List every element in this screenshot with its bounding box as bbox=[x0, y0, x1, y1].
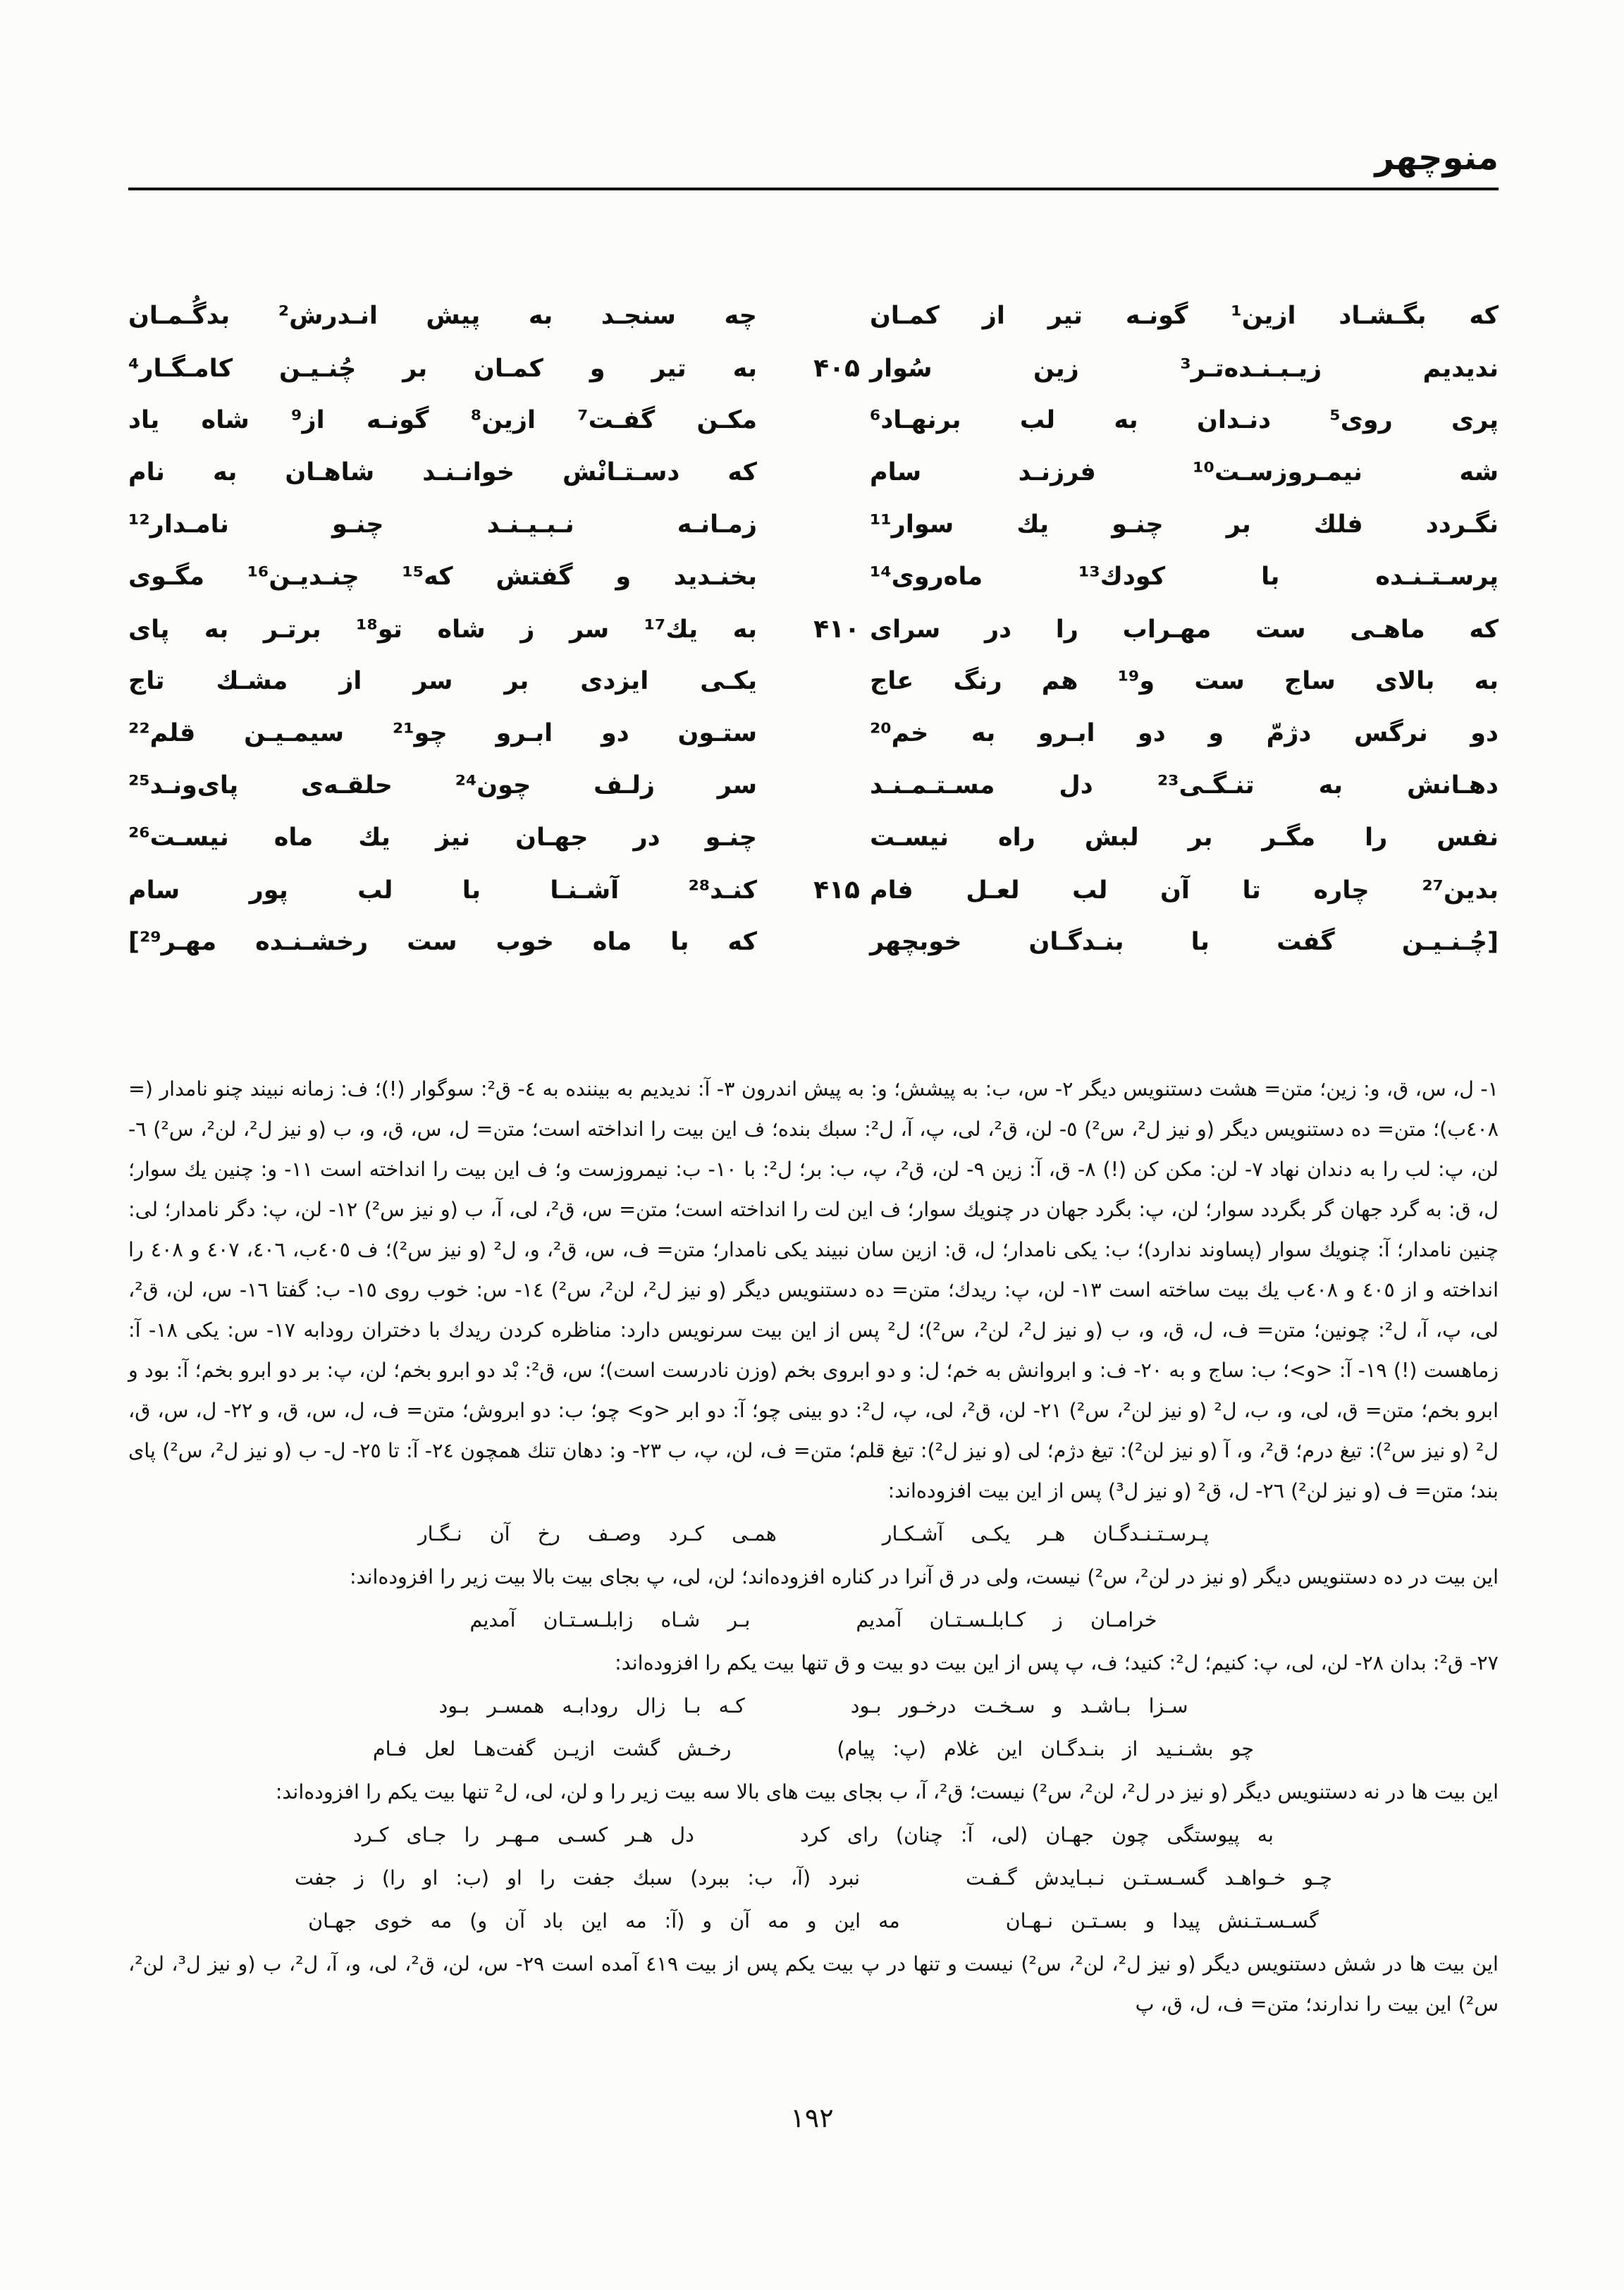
hemistich-left: که دسـتـانْش خوانـنـد شاهـان به نام bbox=[128, 458, 757, 486]
hemistich-left: به تیر و کمـان بر چُنـیـن کامـگـار⁴ bbox=[128, 355, 757, 383]
verse-number: ۴۰۵ bbox=[813, 354, 860, 383]
variant-hemistich-left: همـی کـرد وصـف رخ آن نـگـار bbox=[417, 1522, 777, 1545]
verse-row bbox=[128, 615, 1499, 667]
page-content bbox=[128, 0, 1499, 2024]
poem-block bbox=[128, 302, 1499, 980]
hemistich-left: ستـون دو ابـرو چو²¹ سیمـیـن قلم²² bbox=[128, 719, 757, 747]
verse-row bbox=[128, 823, 1499, 876]
hemistich-left: کنـد²⁸ آشـنـا با لب پور سام bbox=[128, 876, 757, 905]
variant-couplet-2 bbox=[128, 1600, 1499, 1640]
critical-apparatus bbox=[128, 1069, 1499, 2024]
variant-hemistich-right: خرامـان ز کـابلـسـتـان آمدیم bbox=[856, 1608, 1157, 1631]
variant-hemistich-right: سـزا بـاشـد و سـخـت درخـور بـود bbox=[850, 1694, 1188, 1718]
hemistich-right: پرسـتـنـده با کودك¹³ ماه‌روی¹⁴ bbox=[870, 563, 1499, 591]
variant-hemistich-left: رخـش گشت ازیـن گفت‌هـا لعل فـام bbox=[372, 1737, 732, 1761]
hemistich-right: شه نیمـروزسـت¹⁰ فرزنـد سام bbox=[870, 458, 1499, 486]
variant-hemistich-right: گسـسـتـنش پیدا و بسـتـن نـهـان bbox=[1005, 1909, 1319, 1933]
verse-row bbox=[128, 876, 1499, 928]
hemistich-left: یکـی ایزدی بر سر از مشـك تاج bbox=[128, 667, 757, 695]
footnote-paragraph-2: این بیت در ده دستنویس دیگر (و نیز در لن²، س²) نیست، ولی در ق آنرا در کناره افزوده‌اند؛ لن، لی، پ بجای بیت بالا بیت زیر را افزوده‌اند: bbox=[350, 1565, 1499, 1588]
hemistich-right: که ماهـی ست مهـراب را در سرای bbox=[870, 616, 1499, 644]
verse-row bbox=[128, 510, 1499, 563]
hemistich-left: که با ماه خوب ست رخشـنـده مهـر²⁹‏] bbox=[128, 928, 757, 956]
variant-hemistich-left: نبرد (آ، ب: ببرد) سبك جفت را او (ب: او را) ز جفت bbox=[295, 1866, 861, 1890]
variant-hemistich-left: مه این و مه آن و (آ: مه این باد آن و) مه خوی جهـان bbox=[308, 1909, 900, 1933]
variant-couplet-6 bbox=[128, 1858, 1499, 1898]
hemistich-left: چنـو در جهـان نیز یك ماه نیسـت²⁶ bbox=[128, 823, 757, 852]
verse-number: ۴۱۵ bbox=[813, 876, 860, 905]
variant-couplet-5 bbox=[128, 1815, 1499, 1855]
hemistich-left: به یك¹⁷ سر ز شاه تو¹⁸ برتـر به پای bbox=[128, 616, 758, 644]
hemistich-left: مکـن گفـت⁷ ازین⁸ گونـه از⁹ شاه یاد bbox=[128, 406, 757, 434]
hemistich-left: سر زلـف چون²⁴ حلقـه‌ی پای‌ونـد²⁵ bbox=[128, 771, 757, 800]
verse-row bbox=[128, 406, 1499, 458]
verse-number: ۴۱۰ bbox=[813, 615, 860, 644]
variant-hemistich-right: چـو خـواهـد گسـسـتـن نـبـایدش گـفـت bbox=[966, 1866, 1332, 1890]
verse-row bbox=[128, 354, 1499, 406]
variant-hemistich-right: پـرسـتـنـدگـان هـر یکـی آشـکـار bbox=[882, 1522, 1210, 1545]
hemistich-right: به بالای ساج ست و¹⁹ هم رنگ عاج bbox=[870, 667, 1499, 695]
hemistich-right: پری روی⁵ دنـدان به لب برنهـاد⁶ bbox=[870, 406, 1499, 434]
page-number: ۱۹۲ bbox=[790, 2102, 834, 2133]
variant-couplet-1 bbox=[128, 1514, 1499, 1554]
footnote-paragraph-5: این بیت ها در شش دستنویس دیگر (و نیز ل²، لن²، س²) نیست و تنها در پ بیت یکم پس از بیت ٤١٩ آمده است ٢٩- س، لن، ق²، لی، و، آ، ل²، ب (و نیز ل³، لن²، س²) این بیت را ندارند؛ متن= ف، ل، ق، پ bbox=[128, 1952, 1499, 2016]
hemistich-left: بخنـدید و گفتش که¹⁵ چنـدیـن¹⁶ مگـوی bbox=[128, 563, 757, 591]
variant-hemistich-left: بـر شـاه زابلـسـتـان آمدیم bbox=[469, 1608, 751, 1631]
footnote-paragraph-4: این بیت ها در نه دستنویس دیگر (و نیز در ل²، لن²، س²) نیست؛ ق²، آ، ب بجای بیت های بالا سه بیت زیر را و لن، لی، ل² تنها بیت یکم را افزوده‌اند: bbox=[275, 1780, 1499, 1804]
variant-hemistich-left: دل هـر کسـی مـهـر را جـای کـرد bbox=[353, 1823, 694, 1847]
hemistich-right: نفس را مگـر بر لبش راه نیسـت bbox=[870, 823, 1499, 852]
verse-row bbox=[128, 928, 1499, 980]
hemistich-right: بدین²⁷ چاره تا آن لب لعـل فام bbox=[870, 876, 1499, 905]
verse-row bbox=[128, 458, 1499, 510]
verse-row bbox=[128, 302, 1499, 354]
footnote-paragraph-3: ٢٧- ق²: بدان ٢٨- لن، لی، پ: کنیم؛ ل²: کنید؛ ف، پ پس از این بیت دو بیت و ق تنها بیت یکم را افزوده‌اند: bbox=[615, 1651, 1499, 1674]
variant-hemistich-left: کـه بـا زال رودابـه همسـر بـود bbox=[438, 1694, 745, 1718]
variant-couplet-3 bbox=[128, 1686, 1499, 1726]
verse-row bbox=[128, 563, 1499, 615]
hemistich-right: دو نرگس دژمّ و دو ابـرو به خم²⁰ bbox=[870, 719, 1499, 747]
hemistich-right: دهـانش به تنـگـی²³ دل مسـتـمـنـد bbox=[870, 771, 1499, 800]
running-head bbox=[128, 0, 1499, 190]
footnote-paragraph-1: ١- ل، س، ق، و: زین؛ متن= هشت دستنویس دیگر ٢- س، ب: به پیشش؛ و: به پیش اندرون ٣- آ: ندیدیم به بیننده به ٤- ق²: سوگوار (!)؛ ف: زمانه نبیند چنو نامدار (= ٤٠٨ب)؛ متن= ده دستنویس دیگر (و نیز ل²، س²) ٥- لن، ق²، لی، پ، آ، ل²: سبك بنده؛ ف این بیت را انداخته است؛ متن= ل، س، ق، و، ب (و نیز ل²، لن²، س²) ٦- لن، پ: لب را به دندان نهاد ٧- لن: مکن کن (!) ٨- ق، آ: زین ٩- لن، ق²، پ، ب: بر؛ ل²: با ١٠- ب: نیمروزست و؛ ف این بیت را انداخته است ١١- و: چنین یك سوار؛ ل، ق: به گرد جهان گر بگردد سوار؛ لن، پ: بگرد جهان در چنویك سوار؛ ف این لت را انداخته است؛ متن= س، ق²، لی، آ، ب (و نیز س²) ١٢- لن، پ: دگر نامدار؛ لی: چنین نامدار؛ آ: چنویك سوار (پساوند ندارد)؛ ب: یکی نامدار؛ ل، ق: ازین سان نبیند یکی نامدار؛ متن= ف، س، ق²، و، ل² (و نیز س²)؛ ف ٤٠٥ب، ٤٠٦، ٤٠٧ و ٤٠٨ را انداخته و از ٤٠٥ و ٤٠٨ب یك بیت ساخته است ١٣- لن، پ: ریدك؛ متن= ده دستنویس دیگر (و نیز ل²، لن²، س²) ١٤- س: خوب روی ١٥- ب: گفتا ١٦- س، لن، ق²، لی، پ، آ، ل²: چونین؛ متن= ف، ل، ق، و، ب (و نیز ل²، لن²، س²)؛ ل² پس از این بیت سرنویس دارد: مناظره کردن ریدك با دختران رودابه ١٧- س: یکی ١٨- آ: زماهست (!) ١٩- آ: <و>؛ ب: ساج و به ٢٠- ف: و ابروانش به خم؛ ل: و دو ابروی بخم (وزن نادرست است)؛ س، ق²: بْد دو ابرو بخم؛ لن، پ: بر دو ابرو بخم؛ آ: بود و ابرو بخم؛ متن= ق، لی، و، ب، ل² (و نیز لن²، س²) ٢١- لن، ق²، لی، پ، ل²: دو بینی چو؛ آ: دو ابر <و> چو؛ ب: دو ابروش؛ متن= ف، ل، س، ق، و ٢٢- ل، س، ق، ل² (و نیز س²): تیغ درم؛ ق²، و، آ (و نیز لن²): تیغ دژم؛ لی (و نیز ل²): تیغ قلم؛ متن= ف، لن، پ، ب ٢٣- و: دهان تنك همچون ٢٤- آ: تا ٢٥- ل- ب (و نیز ل²، س²) پای بند؛ متن= ف (و نیز لن²) ٢٦- ل، ق² (و نیز ل³) پس از این بیت افزوده‌اند: bbox=[128, 1077, 1499, 1502]
variant-couplet-4 bbox=[128, 1729, 1499, 1769]
hemistich-left: زمـانـه نـبـیـنـد چنـو نامـدار¹² bbox=[128, 510, 757, 539]
hemistich-right: که بگـشـاد ازین¹ گونـه تیر از کمـان bbox=[870, 302, 1499, 330]
verse-row bbox=[128, 667, 1499, 719]
hemistich-right: ندیدیم زیـبـنـده‌تـر³ زین سُوار bbox=[870, 355, 1499, 383]
header-rule bbox=[128, 188, 1499, 190]
hemistich-right: [چُـنـیـن گفت با بنـدگـان خوبچهر bbox=[870, 928, 1499, 956]
verse-row bbox=[128, 771, 1499, 823]
verse-row bbox=[128, 719, 1499, 771]
chapter-title: منوچهر bbox=[1374, 138, 1499, 178]
hemistich-left: چه سنجـد به پیش انـدرش² بدگُـمـان bbox=[128, 302, 757, 330]
variant-hemistich-right: چو بشـنـید از بنـدگـان این غلام (پ: پیام) bbox=[837, 1737, 1255, 1761]
hemistich-right: نگـردد فلك بر چنـو یك سوار¹¹ bbox=[870, 510, 1499, 539]
variant-hemistich-right: به پیوستگی چون جهـان (لی، آ: چنان) رای کرد bbox=[799, 1823, 1274, 1847]
variant-couplet-7 bbox=[128, 1901, 1499, 1941]
